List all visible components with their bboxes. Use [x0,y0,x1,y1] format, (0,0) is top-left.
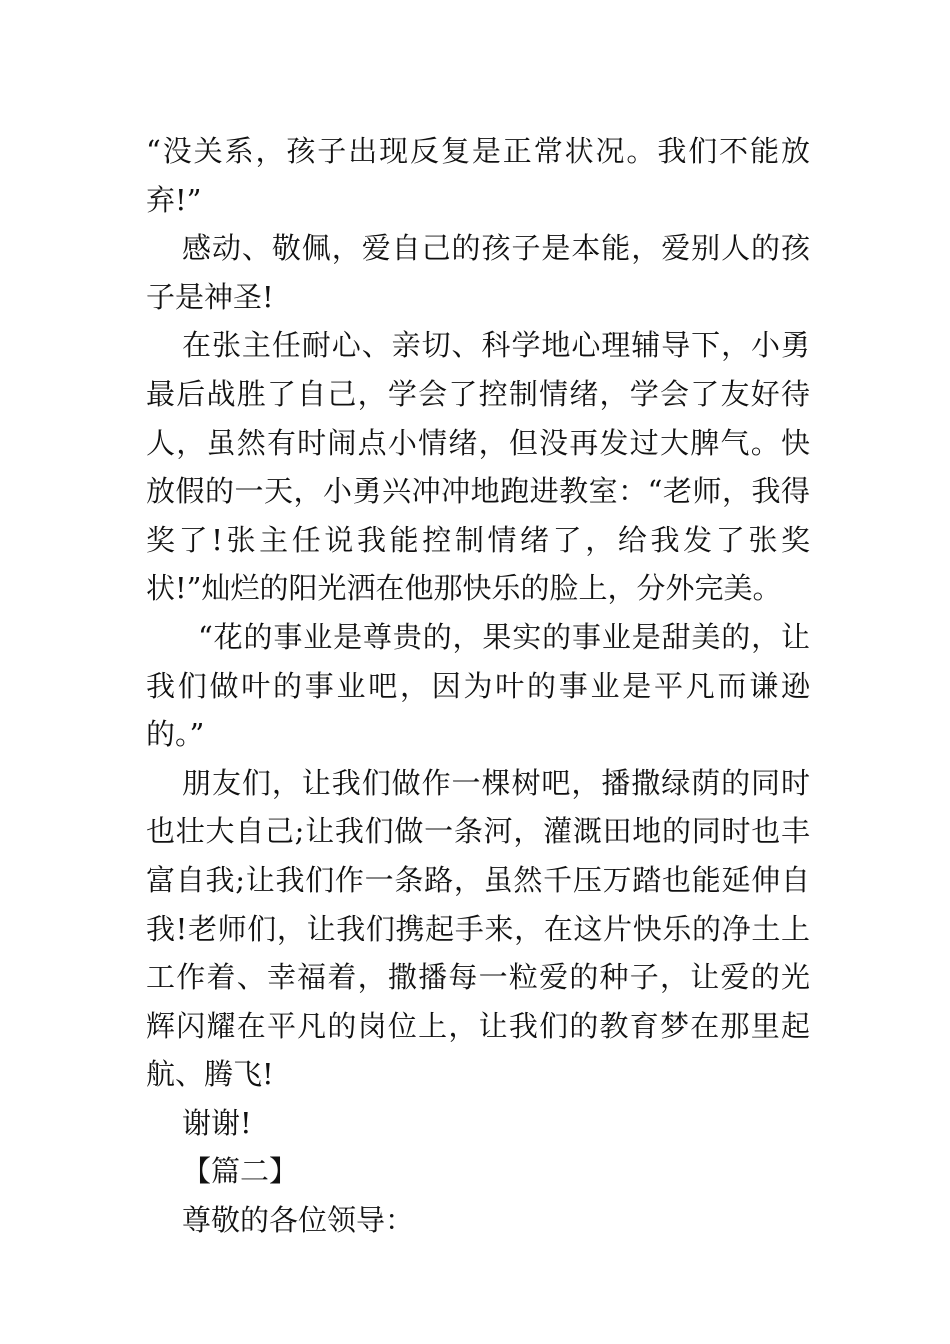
paragraph-salutation: 尊敬的各位领导： [182,1203,415,1238]
paragraph-moved-admire: 感动、敬佩，爱自己的孩子是本能，爱别人的孩子是神圣! [146,231,810,314]
paragraph-leaf-quote: “花的事业是尊贵的，果实的事业是甜美的，让我们做叶的事业吧，因为叶的事业是平凡而谦逊的。” [146,619,810,752]
paragraph-thanks: 谢谢! [182,1105,252,1140]
paragraph-counseling-story: 在张主任耐心、亲切、科学地心理辅导下，小勇最后战胜了自己，学会了控制情绪，学会了友好待人，虽然有时闹点小情绪，但没再发过大脾气。快放假的一天，小勇兴冲冲地跑进教室：“老师，我得奖了!张主任说我能控制情绪了，给我发了张奖状!”灿烂的阳光洒在他那快乐的脸上，分外完美。 [146,328,810,606]
document-body [146,127,810,1245]
section-heading-part-two: 【篇二】 [182,1154,299,1189]
paragraph-friends-call: 朋友们，让我们做作一棵树吧，播撒绿荫的同时也壮大自己;让我们做一条河，灌溉田地的同时也丰富自我;让我们作一条路，虽然千压万踏也能延伸自我!老师们，让我们携起手来，在这片快乐的净土上工作着、幸福着，撒播每一粒爱的种子，让爱的光辉闪耀在平凡的岗位上，让我们的教育梦在那里起航、腾飞! [146,765,810,1092]
paragraph-quote-dont-give-up: “没关系，孩子出现反复是正常状况。我们不能放弃!” [146,134,810,217]
